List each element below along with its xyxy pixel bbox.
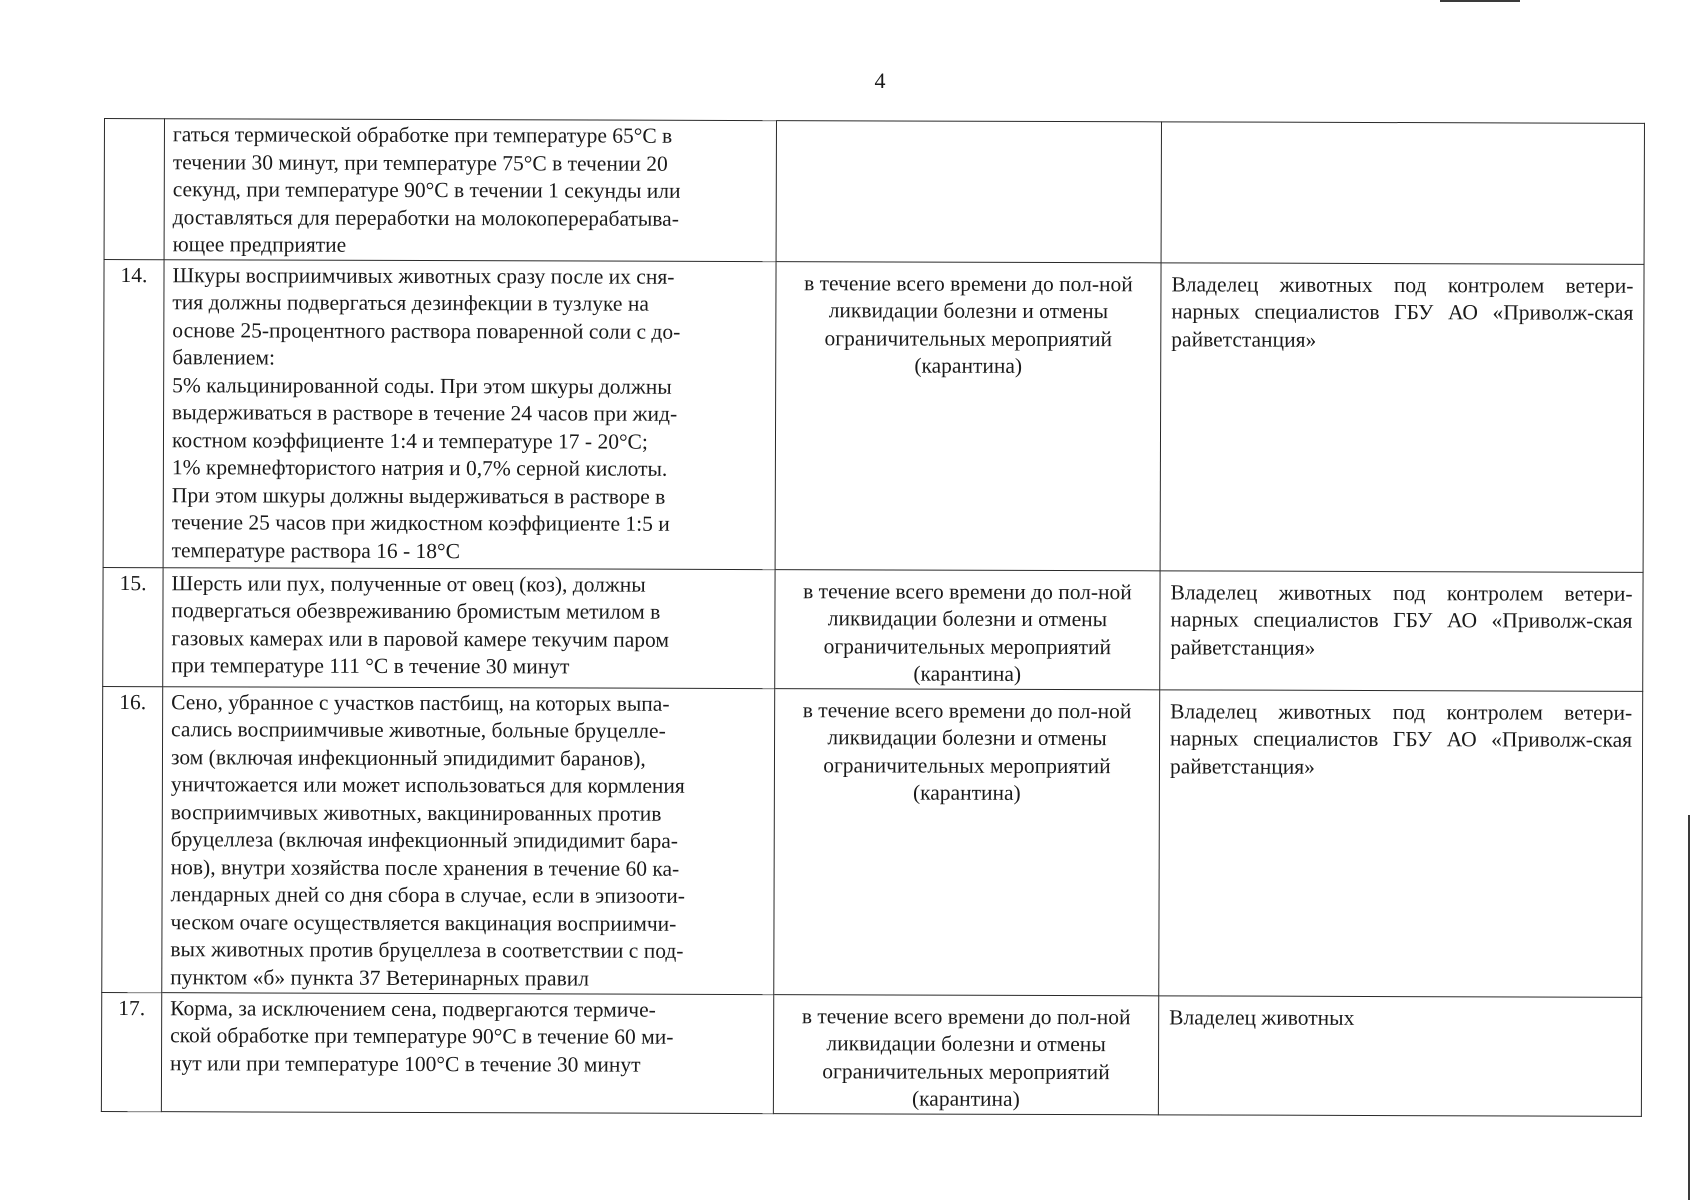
row-number-cell: 16. xyxy=(102,686,163,992)
measure-line: тия должны подвергаться дезинфекции в тузлуке на xyxy=(172,290,649,316)
measure-line: газовых камерах или в паровой камере текучим паром xyxy=(171,625,670,652)
measure-cell xyxy=(161,992,773,1113)
measure-line: вых животных против бруцеллеза в соответствии с под- xyxy=(170,937,684,963)
measure-line: уничтожается или может использоваться для кормления xyxy=(170,772,685,798)
measure-line: сались восприимчивые животные, больные бруцелле- xyxy=(171,717,666,743)
measures-table xyxy=(101,118,1645,1116)
measure-line: течение 25 часов при жидкостном коэффициенте 1:5 и xyxy=(171,510,670,536)
measure-line: Шкуры восприимчивых животных сразу после их сня- xyxy=(172,262,675,289)
responsible-cell: Владелец животных под контролем ветери-нарных специалистов ГБУ АО «Приволж-ская райветстанция» xyxy=(1160,262,1644,572)
measure-line: температуре раствора 16 - 18°С xyxy=(171,537,461,563)
scan-top-mark xyxy=(1440,0,1520,2)
row-number-cell: 14. xyxy=(103,259,164,567)
row-number-cell xyxy=(104,119,164,260)
measure-line: течении 30 минут, при температуре 75°С в течении 20 xyxy=(172,149,668,176)
table-row xyxy=(102,686,1643,997)
responsible-cell: Владелец животных под контролем ветери-нарных специалистов ГБУ АО «Приволж-ская райветстанция» xyxy=(1159,689,1643,997)
measure-line: 5% кальцинированной соды. При этом шкуры должны xyxy=(172,372,672,399)
measure-cell xyxy=(163,259,776,569)
measure-line: бавлением: xyxy=(172,345,276,370)
scan-edge-line xyxy=(1688,815,1690,1200)
measure-line: ской обработке при температуре 90°С в течение 60 ми- xyxy=(170,1023,674,1049)
row-number-cell: 15. xyxy=(103,567,163,686)
term-cell: в течение всего времени до пол-ной ликвидации болезни и отмены ограничительных мероприятий (карантина) xyxy=(775,569,1160,689)
measure-line: Сено, убранное с участков пастбищ, на которых выпа- xyxy=(171,689,670,716)
term-cell: в течение всего времени до пол-ной ликвидации болезни и отмены ограничительных мероприятий (карантина) xyxy=(773,994,1158,1114)
row-number-cell: 17. xyxy=(101,992,161,1111)
measure-cell xyxy=(162,686,775,994)
table-row xyxy=(103,259,1644,572)
measure-line: подвергаться обезвреживанию бромистым метилом в xyxy=(171,598,661,624)
measure-line: Корма, за исключением сена, подвергаются термиче- xyxy=(170,995,656,1022)
measure-line: секунд, при температуре 90°С в течении 1 секунды или xyxy=(172,177,681,203)
responsible-cell xyxy=(1161,122,1644,264)
measure-line: При этом шкуры должны выдерживаться в растворе в xyxy=(171,482,666,509)
term-cell xyxy=(776,121,1161,263)
measure-line: Шерсть или пух, полученные от овец (коз), должны xyxy=(171,570,646,597)
measure-line: нов), внутри хозяйства после хранения в течение 60 ка- xyxy=(170,854,680,881)
measure-line: зом (включая инфекционный эпидидимит баранов), xyxy=(170,744,646,771)
table-row xyxy=(101,992,1641,1116)
page-number: 4 xyxy=(874,68,886,93)
measure-line: пунктом «б» пункта 37 Ветеринарных правил xyxy=(170,964,590,991)
measure-cell xyxy=(163,567,775,688)
table-row xyxy=(103,567,1643,691)
measure-line: выдерживаться в растворе в течение 24 часов при жид- xyxy=(172,400,678,426)
term-cell: в течение всего времени до пол-ной ликвидации болезни и отмены ограничительных мероприятий (карантина) xyxy=(775,261,1161,570)
measure-line: восприимчивых животных, вакцинированных против xyxy=(170,799,662,826)
measure-cell xyxy=(164,119,776,261)
measure-line: доставляться для переработки на молокоперерабатыва- xyxy=(172,204,679,231)
term-cell: в течение всего времени до пол-ной ликвидации болезни и отмены ограничительных мероприятий (карантина) xyxy=(774,688,1160,995)
responsible-cell: Владелец животных под контролем ветери-нарных специалистов ГБУ АО «Приволж-ская райветстанция» xyxy=(1160,570,1643,691)
measure-line: ющее предприятие xyxy=(172,232,347,257)
measures-table-body xyxy=(101,119,1644,1116)
measure-line: гаться термической обработке при температуре 65°С в xyxy=(172,122,673,148)
measure-line: ческом очаге осуществляется вакцинация восприимчи- xyxy=(170,909,677,936)
measure-line: костном коэффициенте 1:4 и температуре 17 - 20°С; xyxy=(171,427,648,454)
measure-line: основе 25-процентного раствора поваренной соли с до- xyxy=(172,317,681,344)
measure-line: при температуре 111 °С в течение 30 минут xyxy=(171,653,570,679)
measure-line: бруцеллеза (включая инфекционный эпидидимит бара- xyxy=(170,827,678,853)
table-row xyxy=(104,119,1644,264)
measure-line: лендарных дней со дня сбора в случае, если в эпизооти- xyxy=(170,882,685,908)
responsible-cell: Владелец животных xyxy=(1158,995,1641,1116)
measure-line: нут или при температуре 100°С в течение 30 минут xyxy=(169,1050,641,1077)
measure-line: 1% кремнефтористого натрия и 0,7% серной кислоты. xyxy=(171,455,668,481)
